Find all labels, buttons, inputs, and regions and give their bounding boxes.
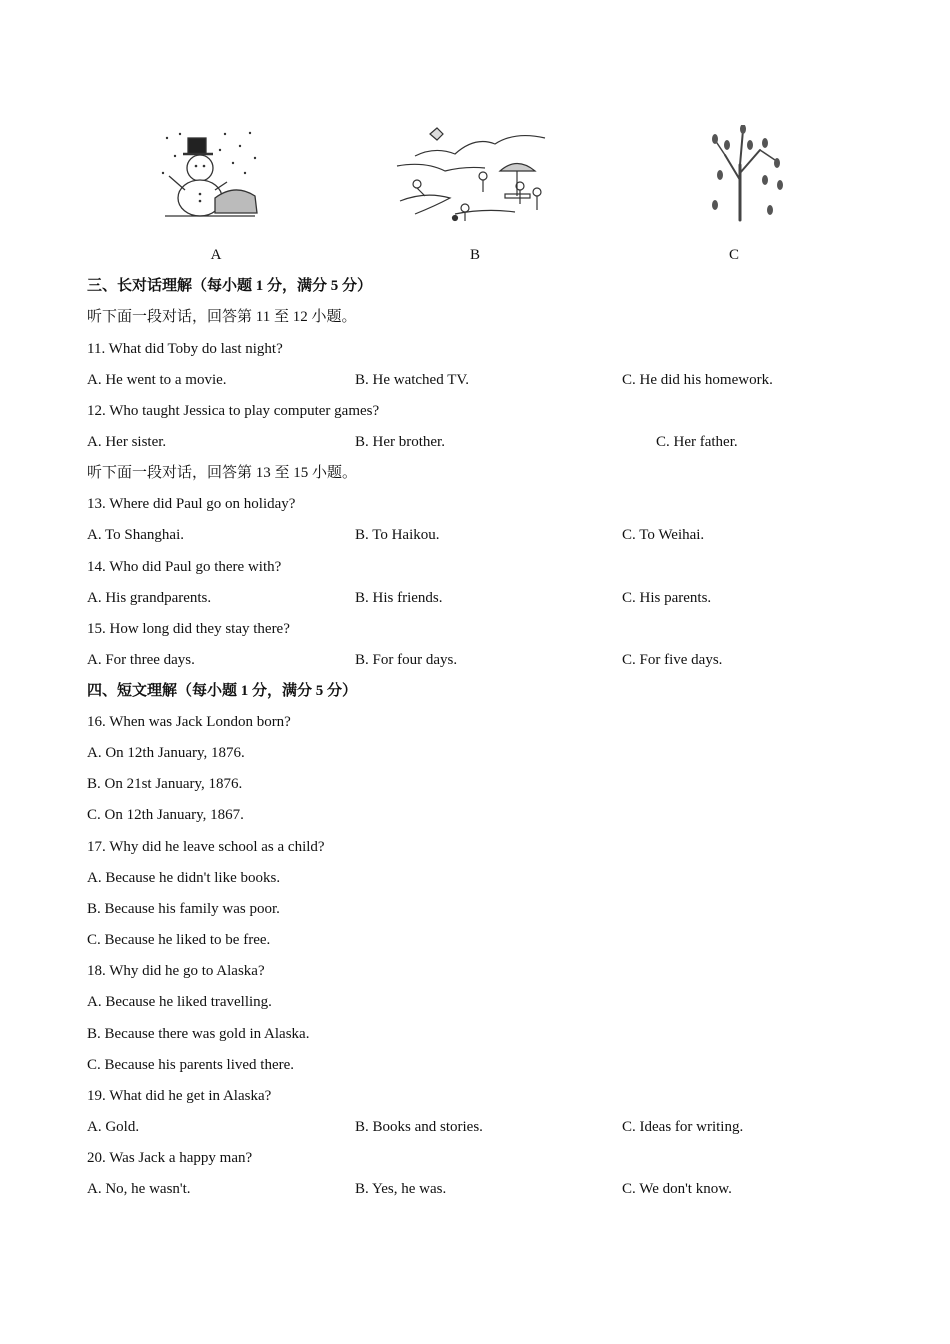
section-3-intro-2: 听下面一段对话，回答第 13 至 15 小题。 bbox=[87, 465, 358, 481]
option-15-b: B. For four days. bbox=[355, 652, 458, 668]
question-12: 12. Who taught Jessica to play computer games? bbox=[87, 403, 380, 419]
option-18-b: B. Because there was gold in Alaska. bbox=[87, 1026, 310, 1042]
option-11-c: C. He did his homework. bbox=[622, 372, 773, 388]
option-20-c: C. We don't know. bbox=[622, 1181, 732, 1197]
option-13-a: A. To Shanghai. bbox=[87, 527, 185, 543]
section-4-title: 四、短文理解（每小题 1 分，满分 5 分） bbox=[87, 683, 358, 699]
option-12-c: C. Her father. bbox=[656, 434, 738, 450]
picture-label-a: A bbox=[210, 247, 222, 263]
question-14: 14. Who did Paul go there with? bbox=[87, 559, 282, 575]
option-13-c: C. To Weihai. bbox=[622, 527, 705, 543]
question-17: 17. Why did he leave school as a child? bbox=[87, 839, 325, 855]
picture-label-b: B bbox=[469, 247, 480, 263]
question-18: 18. Why did he go to Alaska? bbox=[87, 963, 265, 979]
question-11: 11. What did Toby do last night? bbox=[87, 341, 283, 357]
option-11-a: A. He went to a movie. bbox=[87, 372, 227, 388]
option-18-a: A. Because he liked travelling. bbox=[87, 994, 272, 1010]
snowman-icon bbox=[155, 128, 265, 223]
option-16-a: A. On 12th January, 1876. bbox=[87, 745, 245, 761]
option-19-c: C. Ideas for writing. bbox=[622, 1119, 744, 1135]
question-15: 15. How long did they stay there? bbox=[87, 621, 290, 637]
question-20: 20. Was Jack a happy man? bbox=[87, 1150, 253, 1166]
question-19: 19. What did he get in Alaska? bbox=[87, 1088, 272, 1104]
picture-label-c: C bbox=[728, 247, 739, 263]
option-18-c: C. Because his parents lived there. bbox=[87, 1057, 295, 1073]
option-15-a: A. For three days. bbox=[87, 652, 195, 668]
question-13: 13. Where did Paul go on holiday? bbox=[87, 496, 296, 512]
option-15-c: C. For five days. bbox=[622, 652, 723, 668]
question-16: 16. When was Jack London born? bbox=[87, 714, 291, 730]
option-11-b: B. He watched TV. bbox=[355, 372, 470, 388]
option-16-b: B. On 21st January, 1876. bbox=[87, 776, 243, 792]
option-12-b: B. Her brother. bbox=[355, 434, 445, 450]
option-17-c: C. Because he liked to be free. bbox=[87, 932, 271, 948]
option-20-b: B. Yes, he was. bbox=[355, 1181, 447, 1197]
option-19-a: A. Gold. bbox=[87, 1119, 140, 1135]
spring-park-icon bbox=[395, 126, 555, 226]
section-3-title: 三、长对话理解（每小题 1 分，满分 5 分） bbox=[87, 278, 373, 294]
option-17-a: A. Because he didn't like books. bbox=[87, 870, 281, 886]
option-17-b: B. Because his family was poor. bbox=[87, 901, 280, 917]
option-16-c: C. On 12th January, 1867. bbox=[87, 807, 244, 823]
option-19-b: B. Books and stories. bbox=[355, 1119, 483, 1135]
option-20-a: A. No, he wasn't. bbox=[87, 1181, 191, 1197]
option-14-b: B. His friends. bbox=[355, 590, 443, 606]
option-12-a: A. Her sister. bbox=[87, 434, 167, 450]
option-14-c: C. His parents. bbox=[622, 590, 712, 606]
autumn-tree-icon bbox=[705, 125, 790, 225]
section-3-intro-1: 听下面一段对话，回答第 11 至 12 小题。 bbox=[87, 309, 357, 325]
option-14-a: A. His grandparents. bbox=[87, 590, 212, 606]
picture-row bbox=[0, 120, 950, 270]
option-13-b: B. To Haikou. bbox=[355, 527, 440, 543]
